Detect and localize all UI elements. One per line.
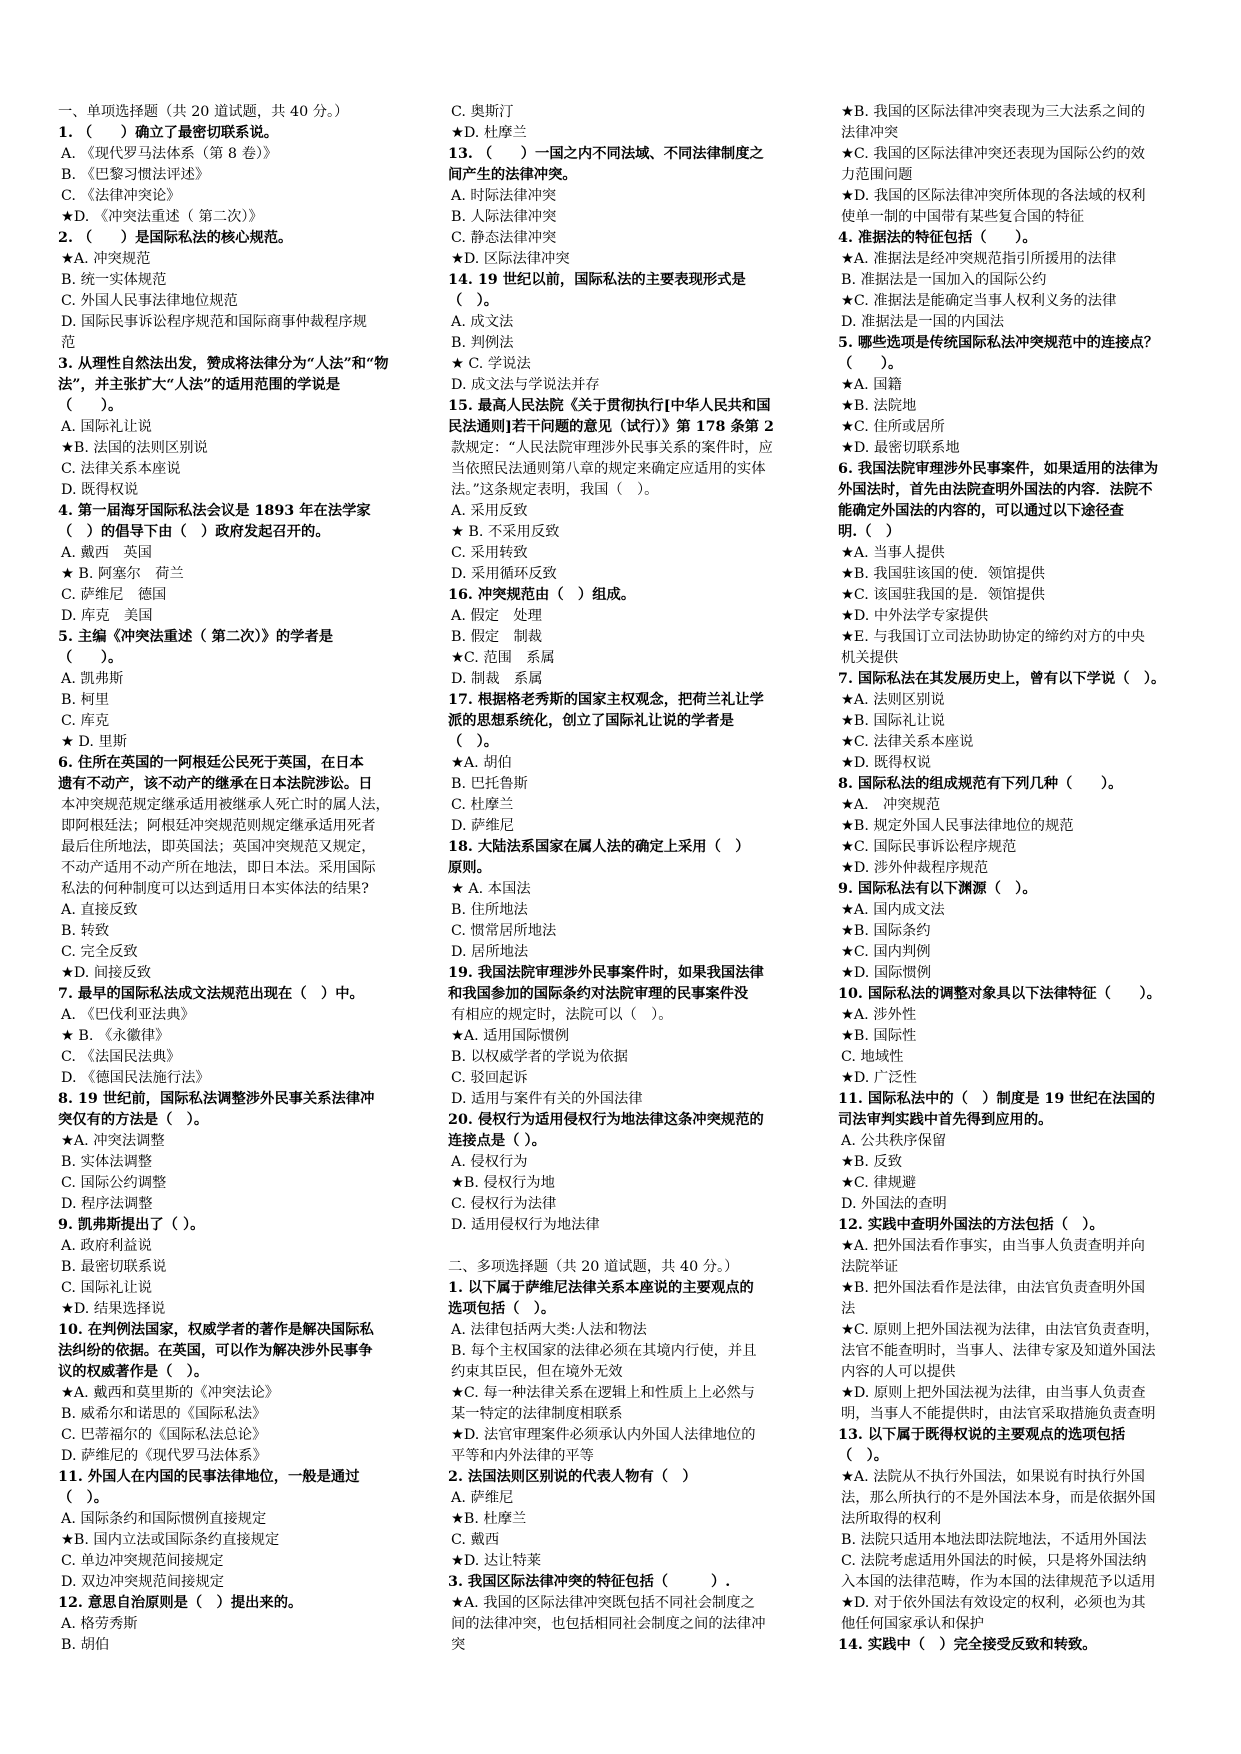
option-line: 不动产适用不动产所在地法，即日本法。采用国际	[61, 860, 376, 876]
option-line: A. 时际法律冲突	[451, 188, 557, 204]
question-line: 法纠纷的依据。在英国，可以作为解决涉外民事争	[58, 1343, 373, 1359]
question-line: 12. 实践中查明外国法的方法包括（ ）。	[838, 1217, 1104, 1233]
option-line: C. 地域性	[841, 1049, 904, 1065]
option-line: B. 巴托鲁斯	[451, 776, 528, 792]
option-line: ★C. 国内判例	[841, 944, 931, 960]
option-line: ★A. 冲突法调整	[61, 1133, 165, 1149]
option-line: ★C. 国际民事诉讼程序规范	[841, 839, 1017, 855]
option-line: 法	[841, 1301, 856, 1317]
question-line: 1. 以下属于萨维尼法律关系本座说的主要观点的	[448, 1280, 754, 1296]
question-line: 3. 我国区际法律冲突的特征包括（ ）.	[448, 1574, 731, 1590]
option-line: 法。”这条规定表明，我国（ ）。	[451, 482, 659, 498]
option-line: C. 单边冲突规范间接规定	[61, 1553, 224, 1569]
option-line: B. 最密切联系说	[61, 1259, 167, 1275]
option-line: B. 柯里	[61, 692, 110, 708]
option-line: ★A. 涉外性	[841, 1007, 917, 1023]
option-line: D. 制裁 系属	[451, 671, 543, 687]
option-line: 当依照民法通则第八章的规定来确定应适用的实体	[451, 461, 766, 477]
question-line: 原则。	[448, 860, 491, 876]
option-line: 即阿根廷法；阿根廷冲突规范则规定继承适用死者	[61, 818, 376, 834]
option-line: C. 静态法律冲突	[451, 230, 557, 246]
question-line: 法”，并主张扩大“人法”的适用范围的学说是	[58, 377, 341, 393]
option-line: A. 萨维尼	[451, 1490, 514, 1506]
option-line: 机关提供	[841, 650, 899, 666]
question-line: （ ）。	[838, 356, 903, 372]
option-line: ★B. 我国的区际法律冲突表现为三大法系之间的	[841, 104, 1146, 120]
option-line: ★D. 对于依外国法有效设定的权利，必须也为其	[841, 1595, 1146, 1611]
option-line: ★C. 每一种法律关系在逻辑上和性质上上必然与	[451, 1385, 755, 1401]
question-line: （ ）。	[448, 293, 499, 309]
option-line: B. 胡伯	[61, 1637, 110, 1653]
column-2	[448, 102, 801, 1656]
question-line: 选项包括（ ）。	[448, 1301, 556, 1317]
option-line: 法官不能查明时，当事人、法律专家及知道外国法	[841, 1343, 1156, 1359]
option-line: 使单一制的中国带有某些复合国的特征	[841, 209, 1085, 225]
question-line: 4. 第一届海牙国际私法会议是 1893 年在法学家	[58, 503, 371, 519]
option-line: D. 双边冲突规范间接规定	[61, 1574, 225, 1590]
option-line: C. 完全反致	[61, 944, 138, 960]
option-line: A. 凯弗斯	[61, 671, 124, 687]
option-line: D. 库克 美国	[61, 608, 153, 624]
option-line: ★A. 法则区别说	[841, 692, 945, 708]
option-line: ★D. 间接反致	[61, 965, 152, 981]
option-line: A. 成文法	[451, 314, 514, 330]
option-line: B. 以权威学者的学说为依据	[451, 1049, 628, 1065]
option-line: ★D. 《冲突法重述（ 第二次）》	[61, 209, 263, 225]
column-3	[838, 102, 1194, 1656]
question-line: 5. 哪些选项是传统国际私法冲突规范中的连接点？	[838, 335, 1159, 351]
option-line: C. 驳回起诉	[451, 1070, 528, 1086]
option-line: C. 外国人民事法律地位规范	[61, 293, 238, 309]
option-line: ★C. 准据法是能确定当事人权利义务的法律	[841, 293, 1117, 309]
question-line: 间产生的法律冲突。	[448, 167, 577, 183]
option-line: ★B. 国内立法或国际条约直接规定	[61, 1532, 280, 1548]
option-line: ★C. 范围 系属	[451, 650, 555, 666]
option-line: ★ B. 不采用反致	[451, 524, 560, 540]
question-line: 议的权威著作是（ ）。	[58, 1364, 209, 1380]
option-line: A. 直接反致	[61, 902, 138, 918]
question-line: 7. 最早的国际私法成文法规范出现在（ ）中。	[58, 986, 364, 1002]
option-line: A. 公共秩序保留	[841, 1133, 947, 1149]
option-line: B. 假定 制裁	[451, 629, 543, 645]
option-line: ★A. 胡伯	[451, 755, 512, 771]
option-line: ★B. 我国驻该国的使．领馆提供	[841, 566, 1045, 582]
question-line: 6. 住所在英国的一阿根廷公民死于英国，在日本	[58, 755, 364, 771]
question-line: 9. 凯弗斯提出了（ ）。	[58, 1217, 205, 1233]
question-line: 16. 冲突规范由（ ）组成。	[448, 587, 636, 603]
option-line: ★D. 国际惯例	[841, 965, 932, 981]
option-line: ★D. 中外法学专家提供	[841, 608, 989, 624]
option-line: ★A. 国内成文法	[841, 902, 945, 918]
option-line: C. 萨维尼 德国	[61, 587, 167, 603]
option-line: C. 采用转致	[451, 545, 528, 561]
option-line: 法，那么所执行的不是外国法本身，而是依据外国	[841, 1490, 1156, 1506]
option-line: ★D. 区际法律冲突	[451, 251, 570, 267]
option-line: C. 库克	[61, 713, 110, 729]
option-line: 法院举证	[841, 1259, 899, 1275]
option-line: B. 法院只适用本地法即法院地法，不适用外国法	[841, 1532, 1147, 1548]
question-line: （ ）的倡导下由（ ）政府发起召开的。	[58, 524, 330, 540]
option-line: 最后住所地法，即英国法；英国冲突规范又规定，	[61, 839, 376, 855]
option-line: ★B. 法院地	[841, 398, 917, 414]
question-line: 19. 我国法院审理涉外民事案件时，如果我国法律	[448, 965, 764, 981]
option-line: ★A. 适用国际惯例	[451, 1028, 570, 1044]
option-line: ★D. 达让特莱	[451, 1553, 542, 1569]
option-line: D. 准据法是一国的内国法	[841, 314, 1005, 330]
option-line: ★B. 法国的法则区别说	[61, 440, 208, 456]
option-line: ★C. 法律关系本座说	[841, 734, 974, 750]
option-line: ★D. 法官审理案件必须承认内外国人法律地位的	[451, 1427, 756, 1443]
question-line: 2. （ ）是国际私法的核心规范。	[58, 230, 293, 246]
option-line: ★B. 反致	[841, 1154, 903, 1170]
option-line: 款规定：“人民法院审理涉外民事关系的案件时，应	[451, 440, 773, 456]
option-line: ★D. 广泛性	[841, 1070, 917, 1086]
option-line: C. 戴西	[451, 1532, 500, 1548]
spacer	[448, 1236, 801, 1257]
option-line: D. 国际民事诉讼程序规范和国际商事仲裁程序规	[61, 314, 367, 330]
question-line: 13. 以下属于既得权说的主要观点的选项包括	[838, 1427, 1126, 1443]
question-line: 6. 我国法院审理涉外民事案件，如果适用的法律为	[838, 461, 1159, 477]
question-line: 8. 19 世纪前，国际私法调整涉外民事关系法律冲	[58, 1091, 375, 1107]
option-line: 间的法律冲突，也包括相同社会制度之间的法律冲	[451, 1616, 766, 1632]
option-line: B. 威希尔和诺思的《国际私法》	[61, 1406, 267, 1422]
option-line: B. 人际法律冲突	[451, 209, 557, 225]
option-line: A. 法律包括两大类:人法和物法	[451, 1322, 647, 1338]
option-line: ★D. 最密切联系地	[841, 440, 960, 456]
option-line: D. 既得权说	[61, 482, 139, 498]
option-line: B. 判例法	[451, 335, 514, 351]
question-line: 民法通则]若干问题的意见（试行）》第 178 条第 2	[448, 419, 774, 435]
option-line: ★D. 涉外仲裁程序规范	[841, 860, 989, 876]
option-line: A. 国际条约和国际惯例直接规定	[61, 1511, 267, 1527]
option-line: C. 国际公约调整	[61, 1175, 167, 1191]
option-line: ★B. 规定外国人民事法律地位的规范	[841, 818, 1074, 834]
question-line: 遗有不动产，该不动产的继承在日本法院涉讼。日	[58, 776, 373, 792]
question-line: 4. 准据法的特征包括（ ）。	[838, 230, 1037, 246]
question-line: （ ）。	[58, 1490, 109, 1506]
option-line: B. 住所地法	[451, 902, 528, 918]
question-line: 外国法时，首先由法院查明外国法的内容．法院不	[838, 482, 1153, 498]
option-line: D. 外国法的查明	[841, 1196, 947, 1212]
option-line: D. 萨维尼	[451, 818, 514, 834]
section-heading: 一、单项选择题（共 20 道试题，共 40 分。）	[58, 104, 349, 120]
option-line: ★A. 法院从不执行外国法，如果说有时执行外国	[841, 1469, 1145, 1485]
option-line: ★ A. 本国法	[451, 881, 531, 897]
option-line: ★D. 既得权说	[841, 755, 932, 771]
option-line: A. 政府利益说	[61, 1238, 152, 1254]
question-line: 派的思想系统化，创立了国际礼让说的学者是	[448, 713, 734, 729]
option-line: C. 法院考虑适用外国法的时候，只是将外国法纳	[841, 1553, 1147, 1569]
option-line: ★A. 把外国法看作事实，由当事人负责查明并向	[841, 1238, 1145, 1254]
option-line: 明，当事人不能提供时，由法官采取措施负责查明	[841, 1406, 1156, 1422]
option-line: C. 国际礼让说	[61, 1280, 153, 1296]
question-line: （ ）。	[58, 650, 123, 666]
option-line: 范	[61, 335, 76, 351]
option-line: ★ C. 学说法	[451, 356, 531, 372]
option-line: B. 转致	[61, 923, 110, 939]
option-line: D. 《德国民法施行法》	[61, 1070, 210, 1086]
option-line: 他任何国家承认和保护	[841, 1616, 984, 1632]
option-line: ★E. 与我国订立司法协助协定的缔约对方的中央	[841, 629, 1145, 645]
option-line: C. 《法律冲突论》	[61, 188, 181, 204]
option-line: ★A. 当事人提供	[841, 545, 945, 561]
option-line: A. 侵权行为	[451, 1154, 528, 1170]
question-line: 14. 19 世纪以前，国际私法的主要表现形式是	[448, 272, 746, 288]
option-line: 法律冲突	[841, 125, 899, 141]
question-line: 明.（ ）	[838, 524, 901, 540]
option-line: ★A. 冲突规范	[61, 251, 151, 267]
question-line: 15. 最高人民法院《关于贯彻执行[中华人民共和国	[448, 398, 771, 414]
question-line: （ ）。	[448, 734, 499, 750]
question-line: 和我国参加的国际条约对法院审理的民事案件没	[448, 986, 749, 1002]
option-line: D. 成文法与学说法并存	[451, 377, 600, 393]
option-line: C. 巴蒂福尔的《国际私法总论》	[61, 1427, 267, 1443]
option-line: C. 《法国民法典》	[61, 1049, 181, 1065]
question-line: 3. 从理性自然法出发，赞成将法律分为“人法”和“物	[58, 356, 389, 372]
option-line: B. 每个主权国家的法律必须在其境内行使，并且	[451, 1343, 757, 1359]
option-line: B. 准据法是一国加入的国际公约	[841, 272, 1047, 288]
question-line: 13. （ ）一国之内不同法域、不同法律制度之	[448, 146, 764, 162]
option-line: C. 侵权行为法律	[451, 1196, 557, 1212]
question-line: （ ）。	[58, 398, 123, 414]
option-line: 突	[451, 1637, 466, 1653]
option-line: ★ B. 阿塞尔 荷兰	[61, 566, 184, 582]
option-line: ★B. 国际礼让说	[841, 713, 945, 729]
option-line: 有相应的规定时，法院可以（ ）。	[451, 1007, 673, 1023]
option-line: D. 萨维尼的《现代罗马法体系》	[61, 1448, 267, 1464]
option-line: B. 统一实体规范	[61, 272, 167, 288]
option-line: 法所取得的权利	[841, 1511, 942, 1527]
option-line: ★ B. 《永徽律》	[61, 1028, 170, 1044]
question-line: 1. （ ）确立了最密切联系说。	[58, 125, 279, 141]
option-line: 本冲突规范规定继承适用被继承人死亡时的属人法，	[61, 797, 390, 813]
option-line: ★C. 律规避	[841, 1175, 917, 1191]
option-line: ★B. 把外国法看作是法律，由法官负责查明外国	[841, 1280, 1146, 1296]
option-line: ★D. 结果选择说	[61, 1301, 166, 1317]
question-line: 7. 国际私法在其发展历史上，曾有以下学说（ ）。	[838, 671, 1166, 687]
question-line: 14. 实践中（ ）完全接受反致和转致。	[838, 1637, 1097, 1653]
question-line: 11. 国际私法中的（ ）制度是 19 世纪在法国的	[838, 1091, 1156, 1107]
option-line: C. 惯常居所地法	[451, 923, 557, 939]
option-line: A. 戴西 英国	[61, 545, 152, 561]
option-line: ★A. 冲突规范	[841, 797, 941, 813]
question-line: 2. 法国法则区别说的代表人物有（ ）	[448, 1469, 697, 1485]
option-line: 力范围问题	[841, 167, 913, 183]
option-line: 内容的人可以提供	[841, 1364, 956, 1380]
question-line: 司法审判实践中首先得到应用的。	[838, 1112, 1053, 1128]
option-line: ★ D. 里斯	[61, 734, 127, 750]
option-line: ★A. 戴西和莫里斯的《冲突法论》	[61, 1385, 280, 1401]
option-line: ★B. 侵权行为地	[451, 1175, 555, 1191]
option-line: C. 法律关系本座说	[61, 461, 181, 477]
option-line: 入本国的法律范畴，作为本国的法律规范予以适用	[841, 1574, 1156, 1590]
option-line: C. 杜摩兰	[451, 797, 514, 813]
option-line: D. 居所地法	[451, 944, 529, 960]
option-line: A. 假定 处理	[451, 608, 542, 624]
option-line: ★B. 杜摩兰	[451, 1511, 527, 1527]
section-heading: 二、多项选择题（共 20 道试题，共 40 分。）	[448, 1259, 739, 1275]
option-line: D. 采用循环反致	[451, 566, 557, 582]
question-line: 9. 国际私法有以下渊源（ ）。	[838, 881, 1037, 897]
option-line: A. 采用反致	[451, 503, 528, 519]
question-line: 5. 主编《冲突法重述（ 第二次）》的学者是	[58, 629, 334, 645]
question-line: （ ）。	[838, 1448, 889, 1464]
option-line: ★D. 原则上把外国法视为法律，由当事人负责查	[841, 1385, 1146, 1401]
question-line: 20. 侵权行为适用侵权行为地法律这条冲突规范的	[448, 1112, 764, 1128]
option-line: ★A. 我国的区际法律冲突既包括不同社会制度之	[451, 1595, 755, 1611]
option-line: A. 国际礼让说	[61, 419, 152, 435]
option-line: ★A. 国籍	[841, 377, 902, 393]
option-line: B. 实体法调整	[61, 1154, 153, 1170]
question-line: 10. 在判例法国家，权威学者的著作是解决国际私	[58, 1322, 374, 1338]
option-line: ★D. 杜摩兰	[451, 125, 527, 141]
question-line: 18. 大陆法系国家在属人法的确定上采用（ ）	[448, 839, 750, 855]
option-line: D. 适用与案件有关的外国法律	[451, 1091, 643, 1107]
option-line: B. 《巴黎习惯法评述》	[61, 167, 210, 183]
column-1	[58, 102, 411, 1656]
option-line: ★C. 住所或居所	[841, 419, 945, 435]
option-line: ★A. 准据法是经冲突规范指引所援用的法律	[841, 251, 1117, 267]
option-line: 平等和内外法律的平等	[451, 1448, 594, 1464]
option-line: A. 格劳秀斯	[61, 1616, 138, 1632]
option-line: D. 适用侵权行为地法律	[451, 1217, 600, 1233]
option-line: C. 奥斯汀	[451, 104, 514, 120]
option-line: ★B. 国际条约	[841, 923, 931, 939]
question-line: 能确定外国法的内容的，可以通过以下途径查	[838, 503, 1124, 519]
option-line: ★D. 我国的区际法律冲突所体现的各法域的权利	[841, 188, 1146, 204]
question-line: 连接点是（ ）。	[448, 1133, 546, 1149]
question-line: 11. 外国人在内国的民事法律地位，一般是通过	[58, 1469, 360, 1485]
option-line: A. 《现代罗马法体系（第 8 卷）》	[61, 146, 278, 162]
question-line: 10. 国际私法的调整对象具以下法律特征（ ）。	[838, 986, 1161, 1002]
option-line: ★C. 原则上把外国法视为法律，由法官负责查明，	[841, 1322, 1160, 1338]
question-line: 17. 根据格老秀斯的国家主权观念，把荷兰礼让学	[448, 692, 764, 708]
option-line: ★C. 该国驻我国的是．领馆提供	[841, 587, 1045, 603]
option-line: ★B. 国际性	[841, 1028, 917, 1044]
option-line: A. 《巴伐利亚法典》	[61, 1007, 195, 1023]
option-line: ★C. 我国的区际法律冲突还表现为国际公约的效	[841, 146, 1145, 162]
question-line: 12. 意思自治原则是（ ）提出来的。	[58, 1595, 303, 1611]
question-line: 8. 国际私法的组成规范有下列几种（ ）。	[838, 776, 1123, 792]
option-line: D. 程序法调整	[61, 1196, 153, 1212]
question-line: 突仅有的方法是（ ）。	[58, 1112, 209, 1128]
option-line: 私法的何种制度可以达到适用日本实体法的结果?	[61, 881, 369, 897]
option-line: 约束其臣民，但在境外无效	[451, 1364, 623, 1380]
option-line: 某一特定的法律制度相联系	[451, 1406, 623, 1422]
